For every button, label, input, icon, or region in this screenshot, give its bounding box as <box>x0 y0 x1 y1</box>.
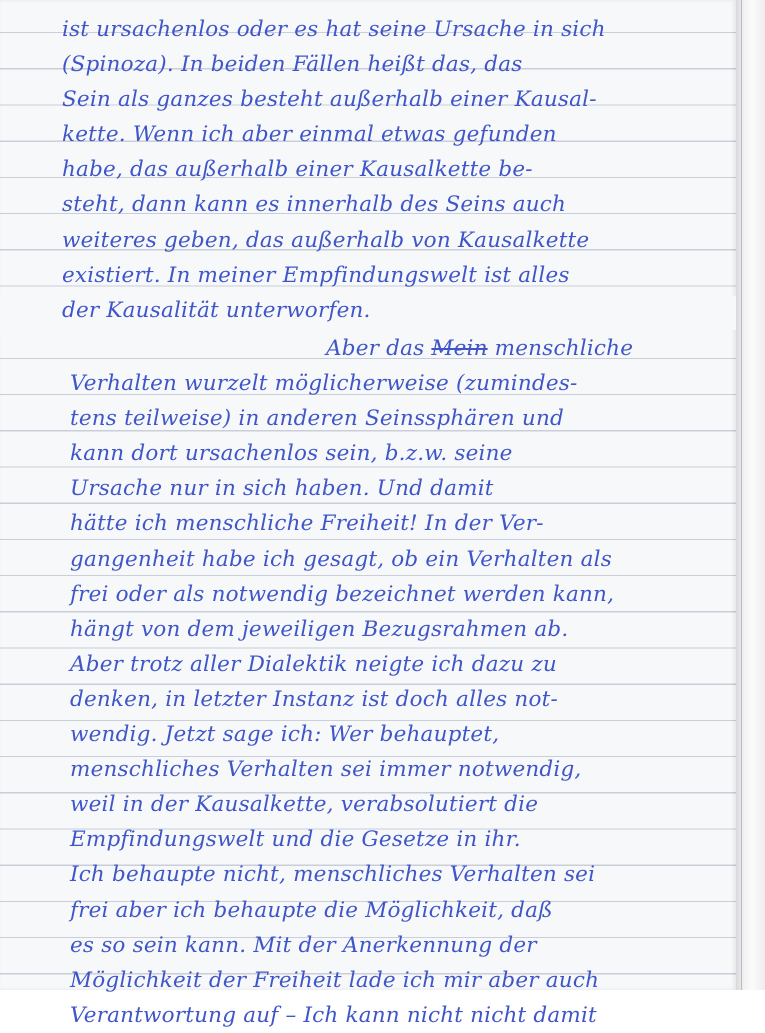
handwritten-line: Aber trotz aller Dialektik neigte ich dazu zu <box>70 651 557 677</box>
paragraph-2 <box>70 331 680 1033</box>
handwritten-line: der Kausalität unterworfen. <box>62 297 371 323</box>
handwritten-line: tens teilweise) in anderen Seinssphären und <box>70 406 564 432</box>
handwritten-line: gangenheit habe ich gesagt, ob ein Verhalten als <box>70 546 612 572</box>
handwritten-line: es so sein kann. Mit der Anerkennung der <box>70 932 537 958</box>
handwritten-line: ist ursachenlos oder es hat seine Ursache in sich <box>62 17 606 42</box>
handwritten-line: existiert. In meiner Empfindungswelt ist alles <box>62 262 570 288</box>
handwritten-line: Empfindungswelt und die Gesetze in ihr. <box>70 827 521 853</box>
handwritten-line: Sein als ganzes besteht außerhalb einer Kausal- <box>62 87 597 113</box>
handwritten-line: denken, in letzter Instanz ist doch alles not- <box>70 686 558 712</box>
handwritten-line: habe, das außerhalb einer Kausalkette be- <box>62 157 533 183</box>
handwritten-line: Möglichkeit der Freiheit lade ich mir aber auch <box>70 967 600 993</box>
handwritten-line-indented <box>70 331 680 366</box>
handwritten-line: weiteres geben, das außerhalb von Kausalkette <box>62 227 590 253</box>
line-text: menschliche <box>487 336 634 361</box>
binding-edge-line <box>741 0 742 990</box>
handwritten-line: frei aber ich behaupte die Möglichkeit, daß <box>70 897 553 923</box>
handwritten-line: Verantwortung auf – Ich kann nicht nicht damit <box>70 1002 597 1028</box>
handwritten-line: wendig. Jetzt sage ich: Wer behauptet, <box>70 722 500 748</box>
handwritten-line: (Spinoza). In beiden Fällen heißt das, das <box>62 52 523 78</box>
handwritten-line: Ursache nur in sich haben. Und damit <box>70 476 494 502</box>
handwritten-line: kann dort ursachenlos sein, b.z.w. seine <box>70 441 513 467</box>
handwritten-line: steht, dann kann es innerhalb des Seins auch <box>62 192 567 218</box>
line-text: Aber das <box>326 336 432 361</box>
handwritten-line: menschliches Verhalten sei immer notwendig, <box>70 757 582 783</box>
paragraph-1 <box>62 12 672 328</box>
handwritten-line: kette. Wenn ich aber einmal etwas gefunden <box>62 122 557 148</box>
handwritten-line: Ich behaupte nicht, menschliches Verhalten sei <box>70 862 596 888</box>
handwritten-line: frei oder als notwendig bezeichnet werden kann, <box>70 581 615 607</box>
handwritten-line: hängt von dem jeweiligen Bezugsrahmen ab. <box>70 616 569 642</box>
handwritten-line: hätte ich menschliche Freiheit! In der Ver- <box>70 511 544 537</box>
handwritten-line: weil in der Kausalkette, verabsolutiert die <box>70 792 539 818</box>
handwritten-line: Verhalten wurzelt möglicherweise (zumindes- <box>70 371 578 397</box>
struck-word: Mein <box>431 336 488 361</box>
